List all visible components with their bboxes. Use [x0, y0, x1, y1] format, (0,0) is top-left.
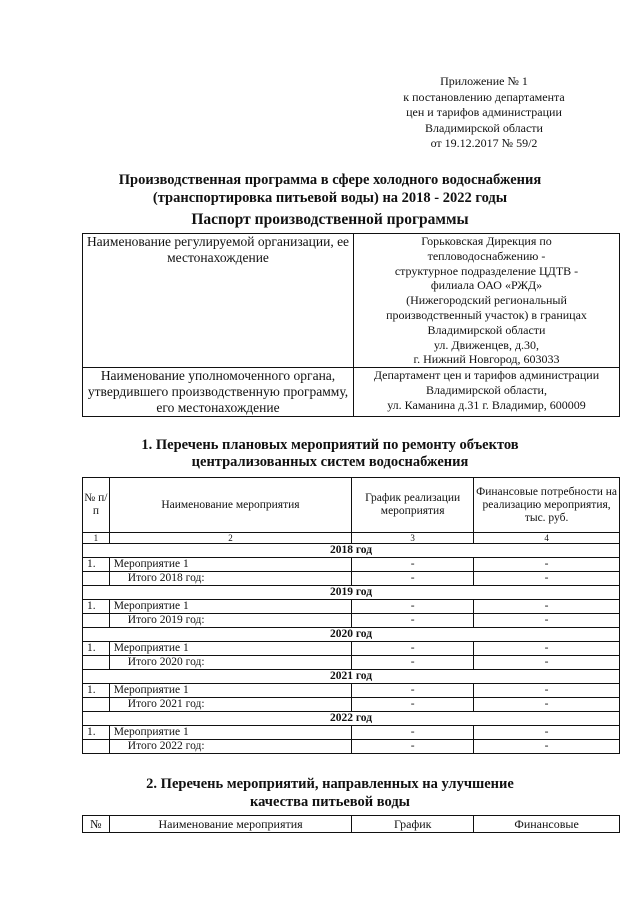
- appendix-block: [384, 74, 584, 152]
- schedule-cell: -: [352, 740, 474, 754]
- document-title: [50, 171, 610, 207]
- appendix-line: Приложение № 1: [440, 74, 528, 88]
- col-header-event: Наименование мероприятия: [109, 478, 351, 533]
- repair-plan-table: [82, 477, 620, 754]
- event-name: Мероприятие 1: [109, 558, 351, 572]
- passport-value-authority: [354, 368, 620, 417]
- schedule-cell: -: [352, 558, 474, 572]
- schedule-cell: -: [352, 684, 474, 698]
- col-header-finance: Финансовые: [474, 816, 620, 833]
- finance-cell: -: [474, 684, 620, 698]
- event-name: Мероприятие 1: [109, 684, 351, 698]
- empty-cell: [83, 698, 110, 712]
- empty-cell: [83, 656, 110, 670]
- finance-cell: -: [474, 572, 620, 586]
- appendix-line: цен и тарифов администрации: [406, 105, 562, 119]
- schedule-cell: -: [352, 726, 474, 740]
- empty-cell: [83, 740, 110, 754]
- finance-cell: -: [474, 558, 620, 572]
- finance-cell: -: [474, 600, 620, 614]
- value-line: Владимирской области: [427, 322, 546, 337]
- schedule-cell: -: [352, 614, 474, 628]
- section-2-heading: [50, 775, 610, 811]
- empty-cell: [83, 614, 110, 628]
- total-label: Итого 2021 год:: [109, 698, 351, 712]
- empty-cell: [83, 572, 110, 586]
- schedule-cell: -: [352, 572, 474, 586]
- value-line: (Нижегородский региональный: [406, 293, 567, 308]
- section-1-heading: [50, 437, 610, 471]
- year-row: 2020 год: [83, 628, 620, 642]
- title-line: Производственная программа в сфере холодного водоснабжения: [118, 172, 542, 188]
- finance-cell: -: [474, 698, 620, 712]
- section-line: 2. Перечень мероприятий, направленных на улучшение: [146, 776, 514, 792]
- event-name: Мероприятие 1: [109, 726, 351, 740]
- finance-cell: -: [474, 614, 620, 628]
- title-line: (транспортировка питьевой воды) на 2018 - 2022 годы: [152, 190, 508, 206]
- year-row: 2021 год: [83, 670, 620, 684]
- col-number: 3: [352, 533, 474, 544]
- value-line: структурное подразделение ЦДТВ -: [394, 263, 579, 278]
- section-line: качества питьевой воды: [250, 794, 410, 810]
- passport-heading: Паспорт производственной программы: [191, 211, 469, 228]
- col-number: 4: [474, 533, 620, 544]
- year-row: 2022 год: [83, 712, 620, 726]
- value-line: тепловодоснабжению -: [427, 248, 546, 263]
- appendix-line: Владимирской области: [425, 120, 543, 135]
- value-line: Горьковская Дирекция по: [421, 234, 552, 248]
- value-line: Владимирской области,: [426, 382, 547, 397]
- col-header-number: №: [83, 816, 110, 833]
- year-row: 2018 год: [83, 544, 620, 558]
- schedule-cell: -: [352, 642, 474, 656]
- col-number: 1: [83, 533, 110, 544]
- col-header-finance: Финансовые потребности на реализацию мероприятия, тыс. руб.: [474, 478, 620, 533]
- value-line: ул. Движенцев, д.30,: [433, 337, 540, 352]
- value-line: Департамент цен и тарифов администрации: [373, 368, 600, 383]
- total-label: Итого 2020 год:: [109, 656, 351, 670]
- passport-label-organization: Наименование регулируемой организации, ее местонахождение: [83, 234, 354, 368]
- finance-cell: -: [474, 656, 620, 670]
- row-number: 1.: [83, 600, 110, 614]
- row-number: 1.: [83, 726, 110, 740]
- finance-cell: -: [474, 642, 620, 656]
- value-line: г. Нижний Новгород, 603033: [413, 352, 560, 367]
- finance-cell: -: [474, 740, 620, 754]
- section-line: 1. Перечень плановых мероприятий по ремонту объектов: [141, 437, 519, 453]
- col-header-number: № п/п: [83, 478, 110, 533]
- value-line: производственный участок) в границах: [386, 307, 587, 322]
- section-line: централизованных систем водоснабжения: [191, 454, 469, 470]
- col-header-event: Наименование мероприятия: [109, 816, 352, 833]
- total-label: Итого 2019 год:: [109, 614, 351, 628]
- value-line: филиала ОАО «РЖД»: [430, 278, 543, 293]
- event-name: Мероприятие 1: [109, 642, 351, 656]
- schedule-cell: -: [352, 656, 474, 670]
- schedule-cell: -: [352, 698, 474, 712]
- schedule-cell: -: [352, 600, 474, 614]
- appendix-line: к постановлению департамента: [403, 89, 565, 104]
- row-number: 1.: [83, 558, 110, 572]
- value-line: ул. Каманина д.31 г. Владимир, 600009: [387, 397, 586, 412]
- col-number: 2: [109, 533, 351, 544]
- year-row: 2019 год: [83, 586, 620, 600]
- col-header-schedule: График реализации мероприятия: [352, 478, 474, 533]
- passport-table: [82, 233, 620, 417]
- passport-value-organization: [354, 234, 620, 368]
- water-quality-table: [82, 815, 620, 833]
- event-name: Мероприятие 1: [109, 600, 351, 614]
- col-header-schedule: График: [352, 816, 474, 833]
- appendix-line: от 19.12.2017 № 59/2: [430, 136, 538, 150]
- total-label: Итого 2022 год:: [109, 740, 351, 754]
- passport-label-authority: Наименование уполномоченного органа, утвердившего производственную программу, его местонахождение: [83, 368, 354, 417]
- total-label: Итого 2018 год:: [109, 572, 351, 586]
- row-number: 1.: [83, 684, 110, 698]
- finance-cell: -: [474, 726, 620, 740]
- row-number: 1.: [83, 642, 110, 656]
